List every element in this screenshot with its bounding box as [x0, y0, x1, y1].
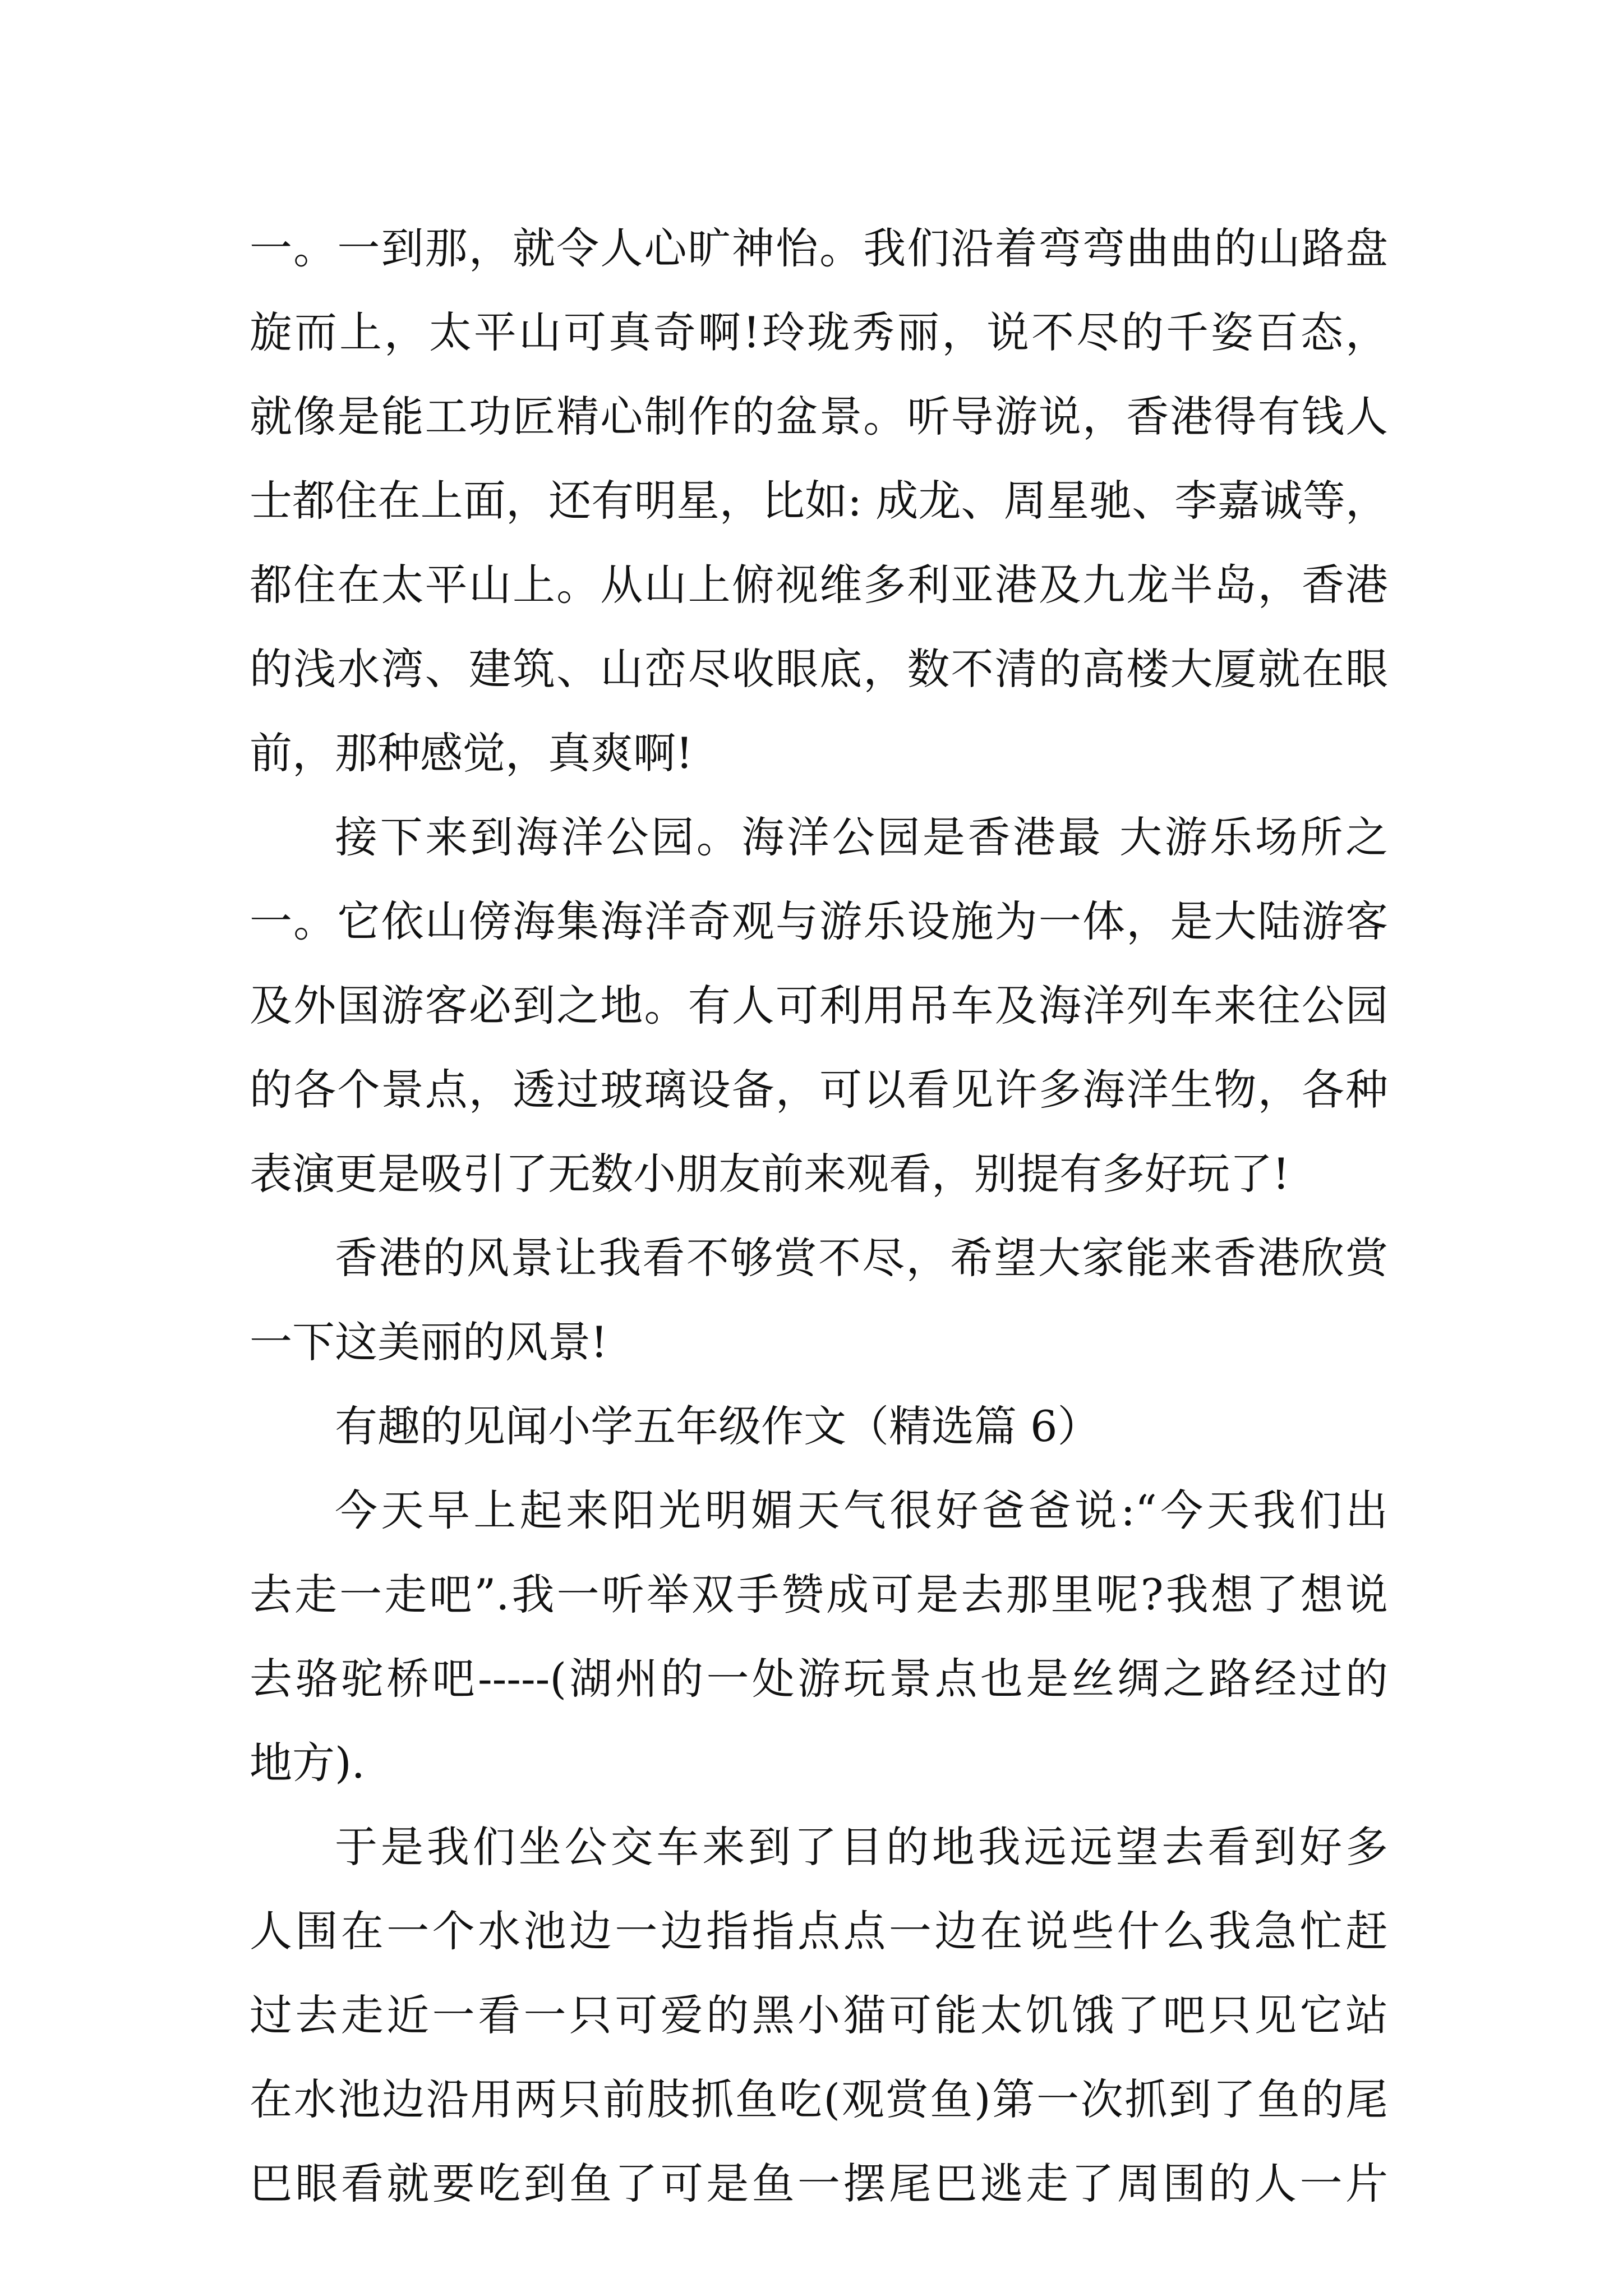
text-line: 巴眼看就要吃到鱼了可是鱼一摆尾巴逃走了周围的人一片 [250, 2159, 1388, 2208]
text-line: 一。它依山傍海集海洋奇观与游乐设施为一体，是大陆游客 [250, 896, 1388, 946]
section-heading: 有趣的见闻小学五年级作文（精选篇 6） [335, 1401, 1100, 1451]
paragraph-start-line: 香港的风景让我看不够赏不尽，希望大家能来香港欣赏 [335, 1233, 1388, 1283]
text-line: 去走一走吧”.我一听举双手赞成可是去那里呢?我想了想说 [250, 1570, 1388, 1619]
text-line: 地方). [250, 1738, 365, 1788]
text-line: 人围在一个水池边一边指指点点一边在说些什么我急忙赶 [250, 1906, 1388, 1956]
paragraph-start-line: 接下来到海洋公园。海洋公园是香港最 大游乐场所之 [335, 812, 1388, 862]
text-line: 的各个景点，透过玻璃设备，可以看见许多海洋生物，各种 [250, 1065, 1388, 1115]
text-line: 及外国游客必到之地。有人可利用吊车及海洋列车来往公园 [250, 981, 1388, 1030]
paragraph-start-line: 于是我们坐公交车来到了目的地我远远望去看到好多 [335, 1822, 1388, 1872]
text-line: 过去走近一看一只可爱的黑小猫可能太饥饿了吧只见它站 [250, 1990, 1388, 2040]
text-line: 在水池边沿用两只前肢抓鱼吃(观赏鱼)第一次抓到了鱼的尾 [250, 2074, 1388, 2124]
text-line: 旋而上，太平山可真奇啊!玲珑秀丽，说不尽的千姿百态， [250, 307, 1388, 357]
text-line: 就像是能工功匠精心制作的盆景。听导游说，香港得有钱人 [250, 392, 1388, 441]
paragraph-start-line: 今天早上起来阳光明媚天气很好爸爸说:“今天我们出 [335, 1485, 1388, 1535]
text-line: 士都住在上面，还有明星，比如: 成龙、周星驰、李嘉诚等， [250, 476, 1388, 526]
text-line: 前，那种感觉，真爽啊! [250, 728, 693, 778]
text-line: 都住在太平山上。从山上俯视维多利亚港及九龙半岛，香港 [250, 560, 1388, 610]
text-line: 一下这美丽的风景! [250, 1317, 608, 1367]
text-line: 的浅水湾、建筑、山峦尽收眼底，数不清的高楼大厦就在眼 [250, 644, 1388, 694]
text-line: 一。一到那，就令人心旷神怡。我们沿着弯弯曲曲的山路盘 [250, 223, 1388, 273]
text-line: 表演更是吸引了无数小朋友前来观看，别提有多好玩了! [250, 1149, 1290, 1199]
essay-body [250, 206, 1388, 2226]
text-line: 去骆驼桥吧-----(湖州的一处游玩景点也是丝绸之路经过的 [250, 1654, 1388, 1704]
